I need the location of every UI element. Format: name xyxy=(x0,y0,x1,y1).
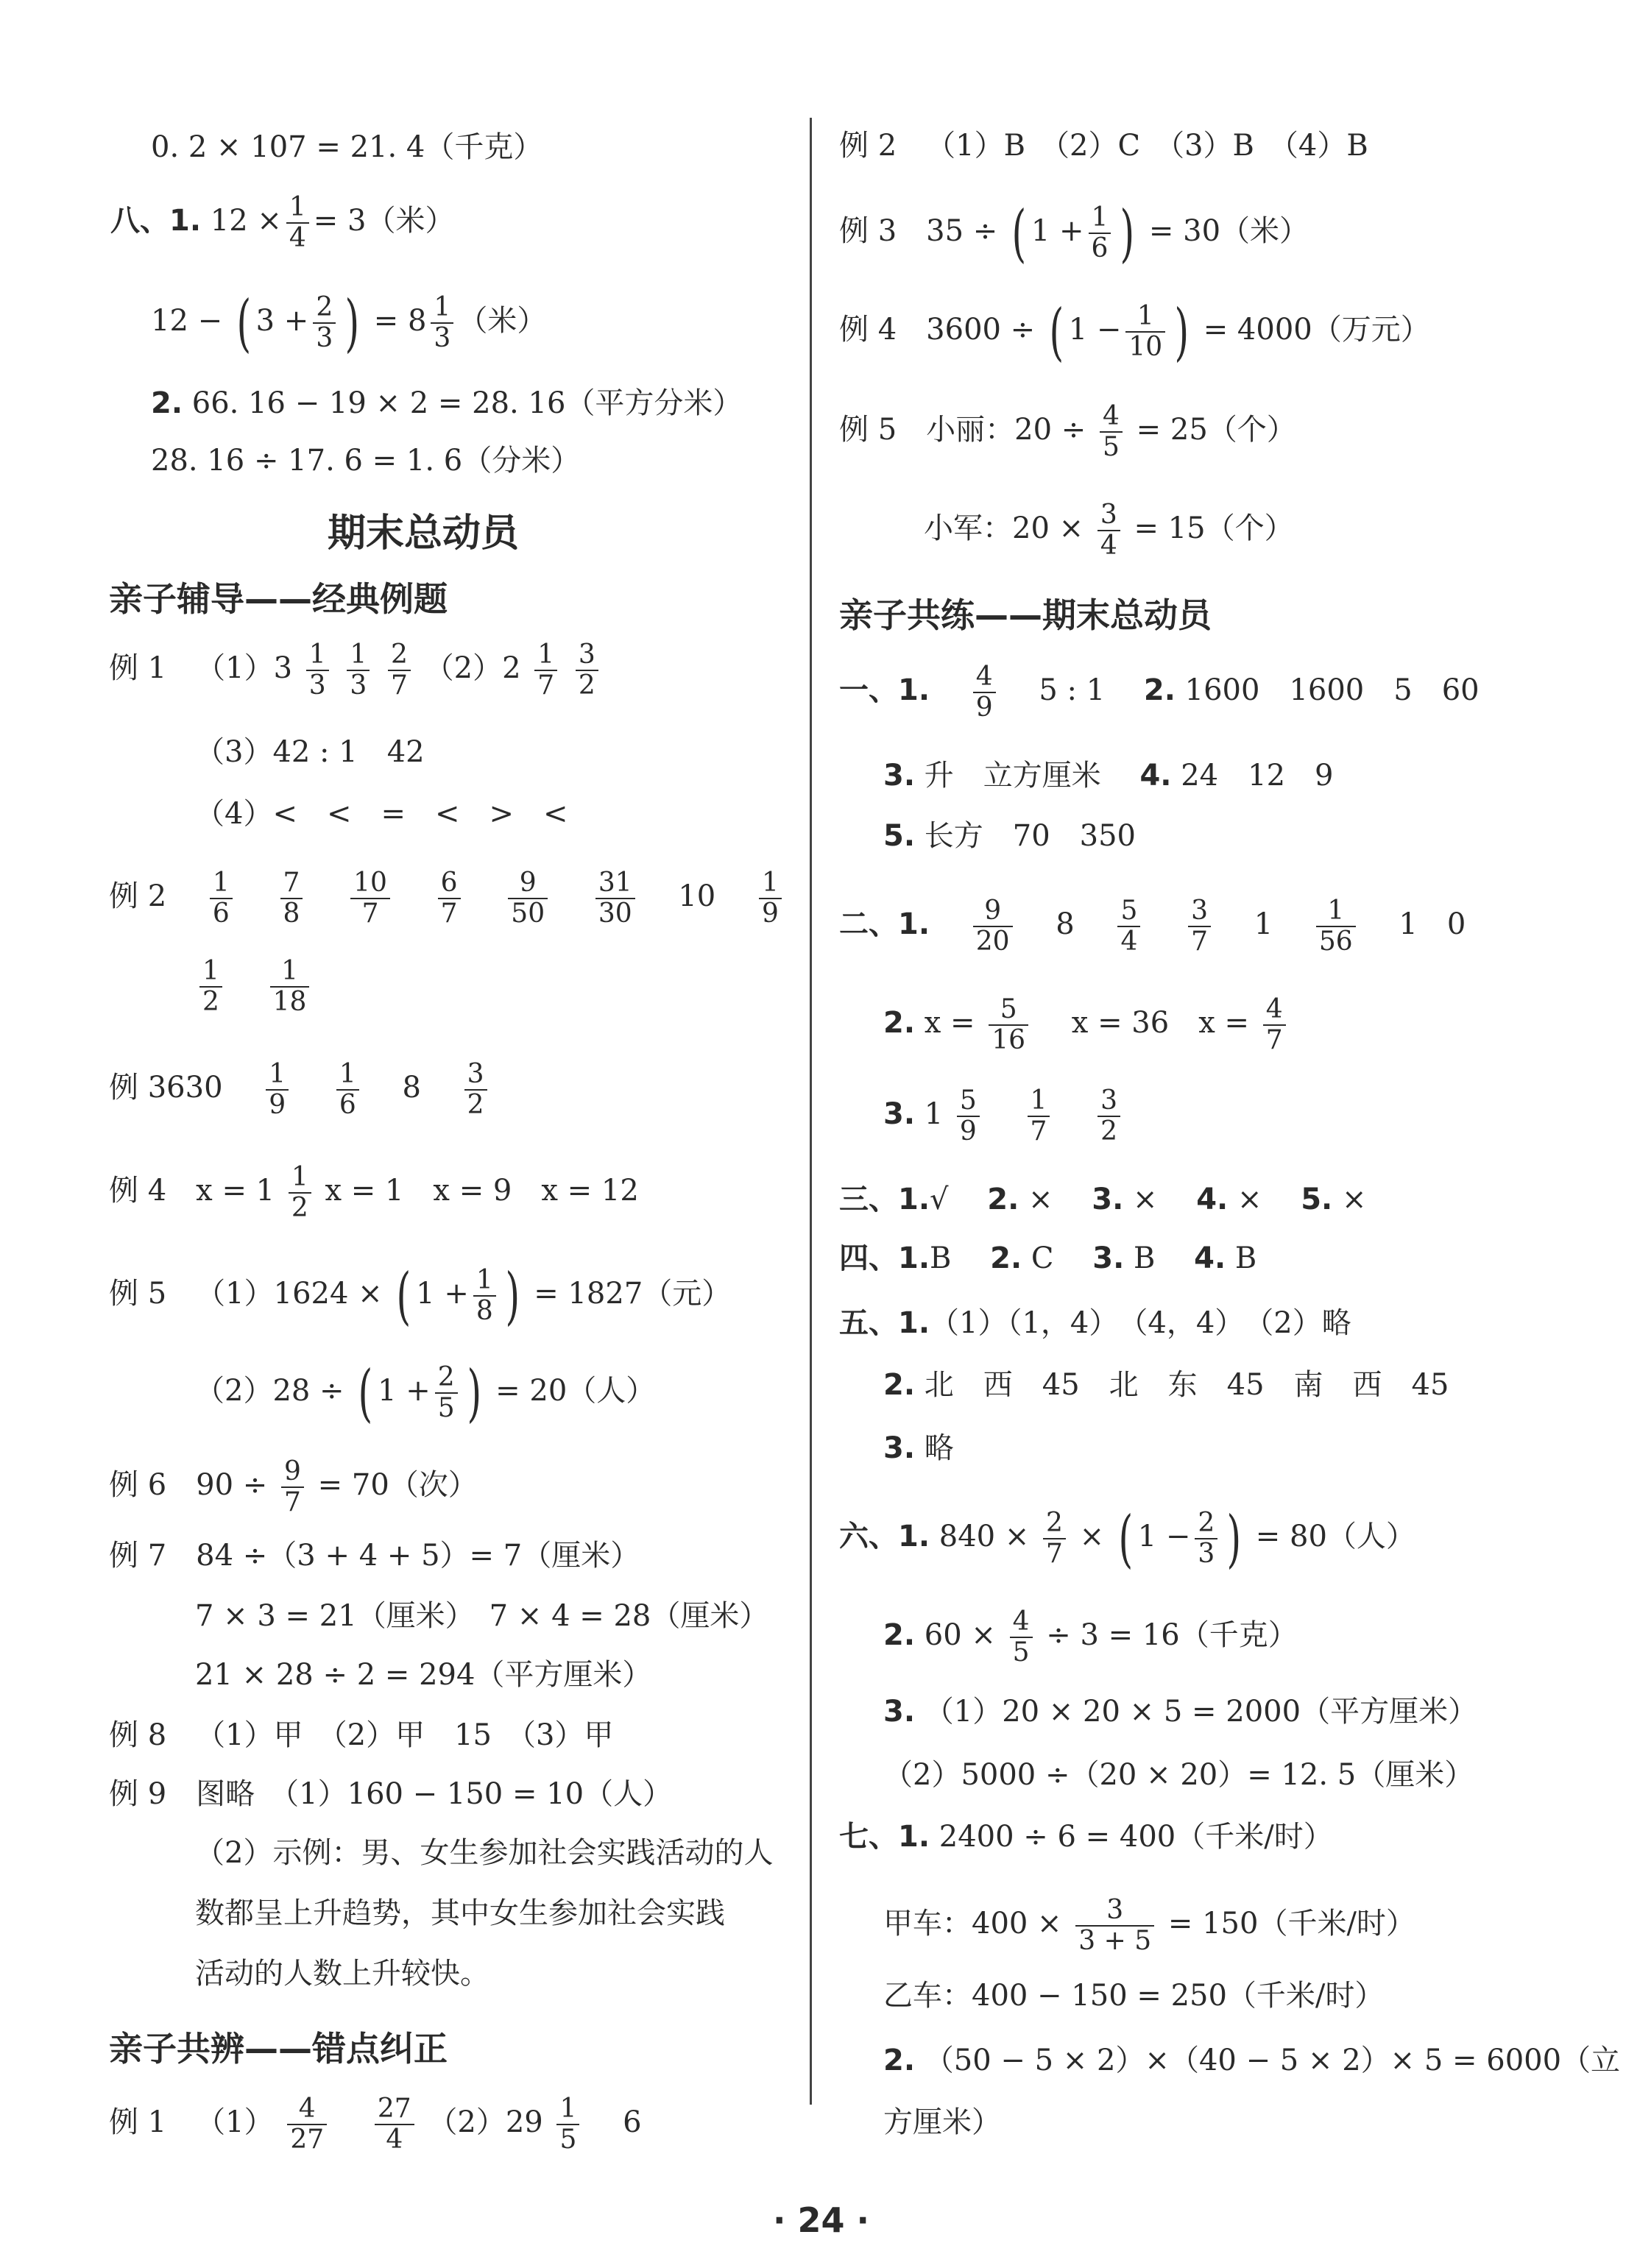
question-6-part-3: 3. （1）20 × 20 × 5 = 2000（平方厘米） xyxy=(883,1695,1478,1729)
example-1-part-3: （3）42 : 1 42 xyxy=(195,735,425,769)
example-6: 例 6 90 ÷ $\frac{9}{7}$ = 70（次） xyxy=(109,1456,478,1517)
question-5-part-2: 2. 北 西 45 北 东 45 南 西 45 xyxy=(883,1368,1449,1402)
line-left-04: 2. 66. 16 − 19 × 2 = 28. 16（平方分米） xyxy=(151,386,743,420)
section-heading-error-correction: 亲子共辨——错点纠正 xyxy=(109,2029,448,2069)
question-2-part-3: 3. 1 $\frac{5}{9}$ $\frac{1}{7}$ $\frac{3}{2}$ xyxy=(883,1086,1125,1147)
example-3: 例 3630 $\frac{1}{9}$ $\frac{1}{6}$ 8 $\frac{3}{2}$ xyxy=(109,1060,492,1120)
example-9-line-2: （2）示例：男、女生参加社会实践活动的人 xyxy=(195,1836,774,1870)
example-5: 例 5 （1）1624 × ( 1 + $\frac{1}{8}$ ) = 1827（元） xyxy=(109,1260,732,1332)
example-7-line-2: 7 × 3 = 21（厘米） 7 × 4 = 28（厘米） xyxy=(195,1599,769,1633)
question-7-line-3: 乙车：400 − 150 = 250（千米/时） xyxy=(883,1979,1385,2013)
question-2-part-2: 2. x = $\frac{5}{16}$ x = 36 x = $\frac{4}{7}$ xyxy=(883,995,1290,1055)
question-7-part-2: 2. （50 − 5 × 2）×（40 − 5 × 2）× 5 = 6000（立 xyxy=(883,2044,1621,2077)
right-example-2: 例 2 （1）B （2）C （3）B （4）B xyxy=(839,129,1368,163)
line-left-05: 28. 16 ÷ 17. 6 = 1. 6（分米） xyxy=(151,444,581,478)
example-5-part-2: （2）28 ÷ ( 1 + $\frac{2}{5}$ ) = 20（人） xyxy=(195,1357,656,1429)
line-left-01: 0. 2 × 107 = 21. 4（千克） xyxy=(151,130,543,164)
example-9-line-3: 数都呈上升趋势，其中女生参加社会实践 xyxy=(195,1896,725,1930)
fraction: $\frac{2}{3}$ xyxy=(313,293,336,353)
example-9-line-4: 活动的人数上升较快。 xyxy=(195,1957,489,1991)
section-heading-final-practice: 亲子共练——期末总动员 xyxy=(839,595,1212,635)
example-7-line-3: 21 × 28 ÷ 2 = 294（平方厘米） xyxy=(195,1658,652,1692)
example-7: 例 7 84 ÷（3 + 4 + 5）= 7（厘米） xyxy=(109,1539,640,1573)
question-6-part-2: 2. 60 × $\frac{4}{5}$ ÷ 3 = 16（千克） xyxy=(883,1606,1298,1668)
example-2-line-2: $\frac{1}{2}$ $\frac{1}{18}$ xyxy=(195,957,314,1017)
right-example-5: 例 5 小丽：20 ÷ $\frac{4}{5}$ = 25（个） xyxy=(839,401,1296,462)
question-7-line-2: 甲车：400 × $\frac{3}{3 + 5}$ = 150（千米/时） xyxy=(883,1895,1415,1956)
example-8: 例 8 （1）甲 （2）甲 15 （3）甲 xyxy=(109,1718,614,1752)
question-1-line-3: 5. 长方 70 350 xyxy=(883,819,1136,853)
question-5-part-3: 3. 略 xyxy=(883,1431,954,1465)
correction-example-1: 例 1 （1） $\frac{4}{27}$ $\frac{27}{4}$ （2）29 $\frac{1}{5}$ 6 xyxy=(109,2094,642,2155)
question-1: 一、1. $\frac{4}{9}$ 5 : 1 2. 1600 1600 5 60 xyxy=(839,662,1480,723)
question-4: 四、1.B 2. C 3. B 4. B xyxy=(839,1241,1257,1275)
question-3: 三、1.√ 2. × 3. × 4. × 5. × xyxy=(839,1183,1367,1216)
question-5: 五、1.（1）（1，4） （4，4） （2）略 xyxy=(839,1306,1351,1340)
question-7: 七、1. 2400 ÷ 6 = 400（千米/时） xyxy=(839,1820,1333,1854)
example-2: 例 2 $\frac{1}{6}$ $\frac{7}{8}$ $\frac{10}{7}$ $\frac{6}{7}$ $\frac{9}{50}$ $\frac{31}{30}$ 10 $\frac{1}{9}$ xyxy=(109,868,786,929)
question-7-part-2-line-2: 方厘米） xyxy=(883,2105,1001,2139)
question-1-line-2: 3. 升 立方厘米 4. 24 12 9 xyxy=(883,759,1334,793)
question-2: 二、1. $\frac{9}{20}$ 8 $\frac{5}{4}$ $\frac{3}{7}$ 1 $\frac{1}{56}$ 1 0 xyxy=(839,896,1466,957)
line-left-02: 八、1. 12 × $\frac{1}{4}$ = 3（米） xyxy=(110,192,455,253)
column-divider xyxy=(810,118,812,2105)
example-1-part-4: （4）< < = < > < xyxy=(195,797,568,831)
question-6: 六、1. 840 × $\frac{2}{7}$ × ( 1 − $\frac{2}{3}$ ) = 80（人） xyxy=(839,1503,1415,1575)
page-number: · 24 · xyxy=(773,2200,869,2240)
section-title: 期末总动员 xyxy=(328,511,520,556)
fraction: $\frac{1}{4}$ xyxy=(286,193,309,253)
example-4: 例 4 x = 1 $\frac{1}{2}$ x = 1 x = 9 x = 12 xyxy=(109,1162,639,1223)
line-left-03: 12 − ( 3 + $\frac{2}{3}$ ) = 8 $\frac{1}{3}$ （米） xyxy=(151,287,547,359)
right-example-3: 例 3 35 ÷ ( 1 + $\frac{1}{6}$ ) = 30（米） xyxy=(839,197,1309,269)
right-example-4: 例 4 3600 ÷ ( 1 − $\frac{1}{10}$ ) = 4000（万元） xyxy=(839,296,1430,368)
example-1: 例 1 （1）3 $\frac{1}{3}$ $\frac{1}{3}$ $\frac{2}{7}$ （2）2 $\frac{1}{7}$ $\frac{3}{2}$ xyxy=(109,640,603,701)
fraction: $\frac{1}{3}$ xyxy=(431,293,453,353)
question-6-part-3-line-2: （2）5000 ÷（20 × 20）= 12. 5（厘米） xyxy=(883,1758,1474,1792)
right-example-5-part-2: 小军：20 × $\frac{3}{4}$ = 15（个） xyxy=(924,500,1294,561)
example-9: 例 9 图略 （1）160 − 150 = 10（人） xyxy=(109,1777,673,1811)
section-heading-classic-examples: 亲子辅导——经典例题 xyxy=(109,579,448,619)
